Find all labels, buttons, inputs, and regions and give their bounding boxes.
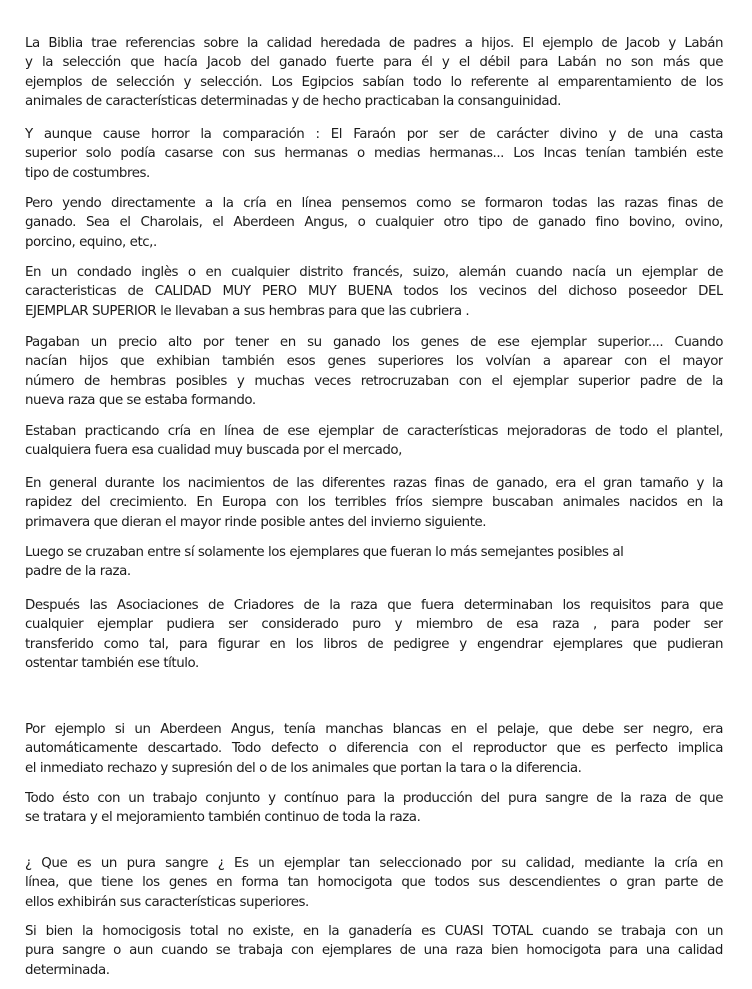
text-line: ganado. Sea el Charolais, el Aberdeen Angus, o cualquier otro tipo de ganado fino bovino, ovino, bbox=[25, 215, 723, 231]
text-line: La Biblia trae referencias sobre la calidad heredada de padres a hijos. El ejemplo de Jacob y Labán bbox=[25, 36, 723, 51]
text-line: cualquier ejemplar pudiera ser considerado puro y miembro de esa raza , para poder ser bbox=[25, 617, 723, 633]
text-line: Estaban practicando cría en línea de ese ejemplar de características mejoradoras de todo el plantel, bbox=[25, 424, 723, 439]
text-line: Y aunque cause horror la comparación : El Faraón por ser de carácter divino y de una casta bbox=[25, 127, 723, 142]
text-line: primavera que dieran el mayor rinde posible antes del invierno siguiente. bbox=[25, 514, 487, 530]
text-line: Después las Asociaciones de Criadores de la raza que fuera determinaban los requisitos para que bbox=[25, 598, 723, 613]
paragraph-biblia bbox=[25, 34, 723, 111]
text-line: determinada. bbox=[25, 962, 110, 978]
text-line: porcino, equino, etc,. bbox=[25, 234, 157, 250]
text-line: número de hembras posibles y muchas veces retrocruzaban con el ejemplar superior padre de la bbox=[25, 373, 723, 389]
paragraph-faraon bbox=[25, 125, 723, 183]
text-line: En un condado inglès o en cualquier distrito francés, suizo, alemán cuando nacía un ejemplar de bbox=[25, 265, 723, 280]
text-line: rapidez del crecimiento. En Europa con los terribles fríos siempre buscaban animales nacidos en la bbox=[25, 495, 723, 511]
text-line: se tratara y el mejoramiento también continuo de toda la raza. bbox=[25, 810, 421, 826]
text-line: animales de características determinadas y de hecho practicaban la consanguinidad. bbox=[25, 93, 561, 109]
text-line: ejemplos de selección y selección. Los Egipcios sabían todo lo referente al emparentamiento de los bbox=[25, 74, 723, 90]
text-line: ostentar también ese título. bbox=[25, 655, 199, 671]
paragraph-en-general bbox=[25, 474, 723, 532]
text-line: automáticamente descartado. Todo defecto o diferencia con el reproductor que es perfecto implica bbox=[25, 741, 723, 757]
text-line: padre de la raza. bbox=[25, 564, 131, 580]
paragraph-luego bbox=[25, 543, 723, 582]
paragraph-condado-ingles bbox=[25, 263, 723, 321]
text-line: caracteristicas de CALIDAD MUY PERO MUY BUENA todos los vecinos del dichoso poseedor DEL bbox=[25, 284, 723, 300]
text-line: el inmediato rechazo y supresión del o de los animales que portan la tara o la diferencia. bbox=[25, 760, 582, 776]
text-line: cualquiera fuera esa cualidad muy buscada por el mercado, bbox=[25, 443, 402, 459]
text-line: EJEMPLAR SUPERIOR le llevaban a sus hembras para que las cubriera . bbox=[25, 303, 470, 319]
text-line: Pero yendo directamente a la cría en línea pensemos como se formaron todas las razas finas de bbox=[25, 196, 723, 211]
text-line: ¿ Que es un pura sangre ¿ Es un ejemplar tan seleccionado por su calidad, mediante la cría en bbox=[25, 856, 723, 871]
text-line: Luego se cruzaban entre sí solamente los ejemplares que fueran lo más semejantes posibles al bbox=[25, 545, 624, 560]
text-line: En general durante los nacimientos de las diferentes razas finas de ganado, era el gran tamaño y la bbox=[25, 476, 723, 491]
text-line: superior solo podía casarse con sus hermanas o medias hermanas... Los Incas tenían también este bbox=[25, 146, 723, 162]
paragraph-cria-en-linea bbox=[25, 194, 723, 252]
text-line: ellos exhibirán sus características superiores. bbox=[25, 894, 309, 910]
paragraph-pura-sangre bbox=[25, 854, 723, 912]
paragraph-homocigosis bbox=[25, 922, 723, 980]
text-line: línea, que tiene los genes en forma tan homocigota que todos sus descendientes o gran parte de bbox=[25, 875, 723, 891]
paragraph-todo-esto bbox=[25, 789, 723, 828]
paragraph-estaban bbox=[25, 422, 723, 461]
text-line: transferido como tal, para figurar en los libros de pedigree y engendrar ejemplares que pudieran bbox=[25, 636, 723, 652]
text-line: pura sangre o aun cuando se trabaja con ejemplares de una raza bien homocigota para una calidad bbox=[25, 943, 723, 959]
text-line: nueva raza que se estaba formando. bbox=[25, 392, 256, 408]
text-line: Si bien la homocigosis total no existe, en la ganadería es CUASI TOTAL cuando se trabaja con un bbox=[25, 924, 723, 939]
paragraph-pagaban bbox=[25, 333, 723, 410]
paragraph-asociaciones bbox=[25, 596, 723, 673]
text-line: y la selección que hacía Jacob del ganado fuerte para él y el débil para Labán no son más que bbox=[25, 55, 723, 71]
text-line: tipo de costumbres. bbox=[25, 165, 150, 181]
text-line: Por ejemplo si un Aberdeen Angus, tenía manchas blancas en el pelaje, que debe ser negro, era bbox=[25, 722, 723, 737]
text-line: nacían hijos que exhibian también esos genes superiores los volvían a aparear con el mayor bbox=[25, 354, 723, 370]
text-line: Pagaban un precio alto por tener en su ganado los genes de ese ejemplar superior.... Cuando bbox=[25, 335, 723, 350]
text-line: Todo ésto con un trabajo conjunto y contínuo para la producción del pura sangre de la raza de que bbox=[25, 791, 723, 806]
paragraph-aberdeen-angus bbox=[25, 720, 723, 778]
